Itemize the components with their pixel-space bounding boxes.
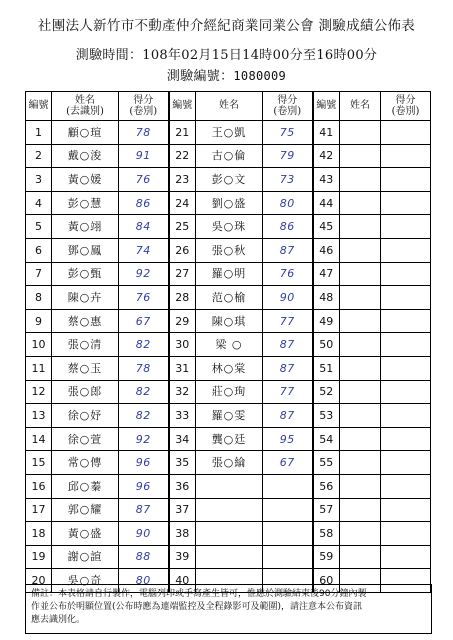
candidate-score <box>381 286 431 310</box>
candidate-name <box>340 427 381 451</box>
candidate-name <box>340 286 381 310</box>
candidate-name: 戴○浚 <box>52 144 119 168</box>
candidate-score: 91 <box>119 144 169 168</box>
candidate-score <box>381 238 431 262</box>
candidate-number: 11 <box>26 356 52 380</box>
table-row <box>26 356 431 380</box>
candidate-name: 吳○奇 <box>52 569 119 593</box>
exam-number-value: 1080009 <box>233 69 287 83</box>
candidate-score <box>381 522 431 546</box>
candidate-score: 88 <box>119 545 169 569</box>
candidate-name <box>340 356 381 380</box>
candidate-score: 77 <box>263 380 313 404</box>
candidate-name: 王○凱 <box>196 121 263 145</box>
candidate-number: 21 <box>169 121 196 145</box>
candidate-name: 張○秋 <box>196 238 263 262</box>
table-row <box>26 451 431 475</box>
candidate-name <box>340 404 381 428</box>
table-header-row <box>26 92 431 121</box>
candidate-number: 54 <box>313 427 340 451</box>
candidate-number: 8 <box>26 286 52 310</box>
candidate-name <box>340 309 381 333</box>
candidate-number: 50 <box>313 333 340 357</box>
candidate-number: 37 <box>169 498 196 522</box>
candidate-number: 14 <box>26 427 52 451</box>
candidate-number: 56 <box>313 474 340 498</box>
exam-time: 測驗時間：108年02月15日14時00分至16時00分 <box>75 48 378 63</box>
candidate-number: 9 <box>26 309 52 333</box>
candidate-name: 林○棠 <box>196 356 263 380</box>
candidate-score: 82 <box>119 333 169 357</box>
table-row <box>26 474 431 498</box>
candidate-score: 67 <box>119 309 169 333</box>
candidate-number: 41 <box>313 121 340 145</box>
candidate-score: 87 <box>119 498 169 522</box>
table-row <box>26 238 431 262</box>
table-row <box>26 286 431 310</box>
candidate-name: 蔡○玉 <box>52 356 119 380</box>
candidate-name <box>196 522 263 546</box>
candidate-number: 26 <box>169 238 196 262</box>
candidate-score <box>381 427 431 451</box>
candidate-number: 43 <box>313 168 340 192</box>
candidate-score: 76 <box>263 262 313 286</box>
candidate-score <box>381 380 431 404</box>
candidate-score <box>263 474 313 498</box>
candidate-name: 顧○瑄 <box>52 121 119 145</box>
candidate-score: 92 <box>119 262 169 286</box>
candidate-score <box>381 168 431 192</box>
candidate-score: 76 <box>119 286 169 310</box>
footnote <box>25 584 432 634</box>
candidate-number: 18 <box>26 522 52 546</box>
candidate-name: 張○綸 <box>196 451 263 475</box>
candidate-name: 張○清 <box>52 333 119 357</box>
candidate-score <box>263 545 313 569</box>
candidate-name <box>340 262 381 286</box>
candidate-name: 陳○卉 <box>52 286 119 310</box>
candidate-name <box>340 545 381 569</box>
candidate-name <box>340 168 381 192</box>
header-no: 編號 <box>313 92 340 121</box>
candidate-name: 龔○廷 <box>196 427 263 451</box>
candidate-score: 87 <box>263 238 313 262</box>
candidate-name: 邱○蓁 <box>52 474 119 498</box>
candidate-name: 郭○耀 <box>52 498 119 522</box>
candidate-number: 16 <box>26 474 52 498</box>
candidate-number: 57 <box>313 498 340 522</box>
candidate-score <box>381 474 431 498</box>
candidate-name <box>340 191 381 215</box>
candidate-name: 徐○萱 <box>52 427 119 451</box>
candidate-score <box>381 121 431 145</box>
candidate-number: 59 <box>313 545 340 569</box>
candidate-number: 12 <box>26 380 52 404</box>
candidate-score <box>381 309 431 333</box>
candidate-name: 徐○妤 <box>52 404 119 428</box>
candidate-name <box>340 522 381 546</box>
candidate-name <box>196 545 263 569</box>
candidate-number: 44 <box>313 191 340 215</box>
table-row <box>26 427 431 451</box>
candidate-score <box>381 356 431 380</box>
candidate-number: 29 <box>169 309 196 333</box>
candidate-score: 86 <box>119 191 169 215</box>
candidate-number: 27 <box>169 262 196 286</box>
table-row <box>26 545 431 569</box>
header-score: 得分 (卷別) <box>119 92 169 121</box>
candidate-number: 35 <box>169 451 196 475</box>
header-name: 姓名 (去識別) <box>52 92 119 121</box>
candidate-score <box>381 144 431 168</box>
table-row <box>26 380 431 404</box>
table-row <box>26 262 431 286</box>
candidate-name <box>340 144 381 168</box>
candidate-number: 46 <box>313 238 340 262</box>
candidate-score <box>381 451 431 475</box>
candidate-score: 96 <box>119 474 169 498</box>
candidate-name: 陳○琪 <box>196 309 263 333</box>
candidate-number: 23 <box>169 168 196 192</box>
candidate-number: 13 <box>26 404 52 428</box>
candidate-score <box>381 333 431 357</box>
candidate-name <box>196 474 263 498</box>
candidate-score: 78 <box>119 356 169 380</box>
candidate-name: 彭○甄 <box>52 262 119 286</box>
candidate-name: 黃○盛 <box>52 522 119 546</box>
candidate-score <box>381 262 431 286</box>
candidate-score: 95 <box>263 427 313 451</box>
candidate-name: 古○倫 <box>196 144 263 168</box>
candidate-number: 58 <box>313 522 340 546</box>
candidate-name <box>196 498 263 522</box>
candidate-score <box>381 545 431 569</box>
candidate-score: 79 <box>263 144 313 168</box>
candidate-number: 34 <box>169 427 196 451</box>
candidate-score: 87 <box>263 333 313 357</box>
candidate-number: 15 <box>26 451 52 475</box>
candidate-name: 梁 ○ <box>196 333 263 357</box>
candidate-number: 48 <box>313 286 340 310</box>
table-row <box>26 191 431 215</box>
table-row <box>26 121 431 145</box>
candidate-score <box>381 498 431 522</box>
header-score: 得分 (卷別) <box>263 92 313 121</box>
candidate-number: 25 <box>169 215 196 239</box>
candidate-number: 19 <box>26 545 52 569</box>
candidate-name <box>340 121 381 145</box>
candidate-number: 28 <box>169 286 196 310</box>
candidate-name: 范○榆 <box>196 286 263 310</box>
candidate-name: 常○傳 <box>52 451 119 475</box>
candidate-score: 80 <box>119 569 169 593</box>
candidate-name: 張○郎 <box>52 380 119 404</box>
candidate-score: 96 <box>119 451 169 475</box>
candidate-score: 74 <box>119 238 169 262</box>
candidate-number: 39 <box>169 545 196 569</box>
exam-number-line <box>0 65 453 84</box>
document-title: 社團法人新竹市不動產仲介經紀商業同業公會 測驗成績公佈表 <box>37 18 416 34</box>
candidate-number: 30 <box>169 333 196 357</box>
candidate-score: 82 <box>119 380 169 404</box>
candidate-score: 87 <box>263 404 313 428</box>
candidate-number: 51 <box>313 356 340 380</box>
header-name: 姓名 <box>196 92 263 121</box>
header-score: 得分 (卷別) <box>381 92 431 121</box>
candidate-number: 53 <box>313 404 340 428</box>
candidate-number: 52 <box>313 380 340 404</box>
candidate-number: 3 <box>26 168 52 192</box>
candidate-name <box>340 333 381 357</box>
candidate-number: 24 <box>169 191 196 215</box>
candidate-number: 38 <box>169 522 196 546</box>
candidate-name: 鄧○鳳 <box>52 238 119 262</box>
candidate-number: 45 <box>313 215 340 239</box>
candidate-score <box>381 404 431 428</box>
table-row <box>26 498 431 522</box>
candidate-name <box>340 238 381 262</box>
score-table <box>25 91 431 593</box>
candidate-score: 84 <box>119 215 169 239</box>
table-row <box>26 309 431 333</box>
candidate-score: 82 <box>119 404 169 428</box>
header-no: 編號 <box>169 92 196 121</box>
table-row <box>26 215 431 239</box>
candidate-score: 75 <box>263 121 313 145</box>
candidate-number: 60 <box>313 569 340 593</box>
candidate-score: 78 <box>119 121 169 145</box>
table-row <box>26 144 431 168</box>
candidate-name: 彭○慧 <box>52 191 119 215</box>
candidate-number: 1 <box>26 121 52 145</box>
candidate-number: 42 <box>313 144 340 168</box>
exam-number-label: 測驗編號： <box>166 69 234 84</box>
candidate-number: 55 <box>313 451 340 475</box>
candidate-number: 40 <box>169 569 196 593</box>
candidate-name: 黃○翊 <box>52 215 119 239</box>
candidate-name: 羅○明 <box>196 262 263 286</box>
candidate-name: 劉○盛 <box>196 191 263 215</box>
candidate-name: 吳○珠 <box>196 215 263 239</box>
table-row <box>26 333 431 357</box>
candidate-name: 謝○諠 <box>52 545 119 569</box>
candidate-name <box>340 215 381 239</box>
candidate-score: 92 <box>119 427 169 451</box>
candidate-score: 90 <box>119 522 169 546</box>
candidate-score <box>263 498 313 522</box>
candidate-number: 7 <box>26 262 52 286</box>
candidate-score: 87 <box>263 356 313 380</box>
candidate-score: 86 <box>263 215 313 239</box>
table-row <box>26 168 431 192</box>
candidate-score: 76 <box>119 168 169 192</box>
candidate-number: 10 <box>26 333 52 357</box>
footnote-line: 作並公布於明顯位置(公布時應為連端監控及全程錄影可及範圍)，請注意本公布資訊 <box>31 601 363 612</box>
candidate-number: 6 <box>26 238 52 262</box>
candidate-number: 17 <box>26 498 52 522</box>
candidate-number: 31 <box>169 356 196 380</box>
header-no: 編號 <box>26 92 52 121</box>
candidate-number: 5 <box>26 215 52 239</box>
table-row <box>26 404 431 428</box>
candidate-number: 2 <box>26 144 52 168</box>
footnote-line: 備註：本表格請自行製作，電腦列印或手寫產生皆可，惟應於測驗結束後90分鐘內製 <box>31 589 367 599</box>
candidate-number: 32 <box>169 380 196 404</box>
candidate-name <box>340 474 381 498</box>
candidate-name: 羅○雯 <box>196 404 263 428</box>
candidate-number: 4 <box>26 191 52 215</box>
candidate-number: 33 <box>169 404 196 428</box>
header-name: 姓名 <box>340 92 381 121</box>
candidate-name: 蔡○惠 <box>52 309 119 333</box>
candidate-score <box>263 522 313 546</box>
candidate-number: 36 <box>169 474 196 498</box>
footnote-line: 應去識別化。 <box>31 614 86 625</box>
candidate-name: 黃○媛 <box>52 168 119 192</box>
candidate-name <box>340 498 381 522</box>
candidate-score: 77 <box>263 309 313 333</box>
candidate-score: 80 <box>263 191 313 215</box>
candidate-name <box>340 380 381 404</box>
candidate-name <box>340 451 381 475</box>
candidate-score: 90 <box>263 286 313 310</box>
candidate-number: 49 <box>313 309 340 333</box>
candidate-score: 67 <box>263 451 313 475</box>
candidate-number: 20 <box>26 569 52 593</box>
candidate-number: 47 <box>313 262 340 286</box>
candidate-name: 莊○珣 <box>196 380 263 404</box>
candidate-name: 彭○文 <box>196 168 263 192</box>
candidate-score: 73 <box>263 168 313 192</box>
candidate-number: 22 <box>169 144 196 168</box>
table-row <box>26 522 431 546</box>
candidate-score <box>381 191 431 215</box>
candidate-score <box>381 215 431 239</box>
